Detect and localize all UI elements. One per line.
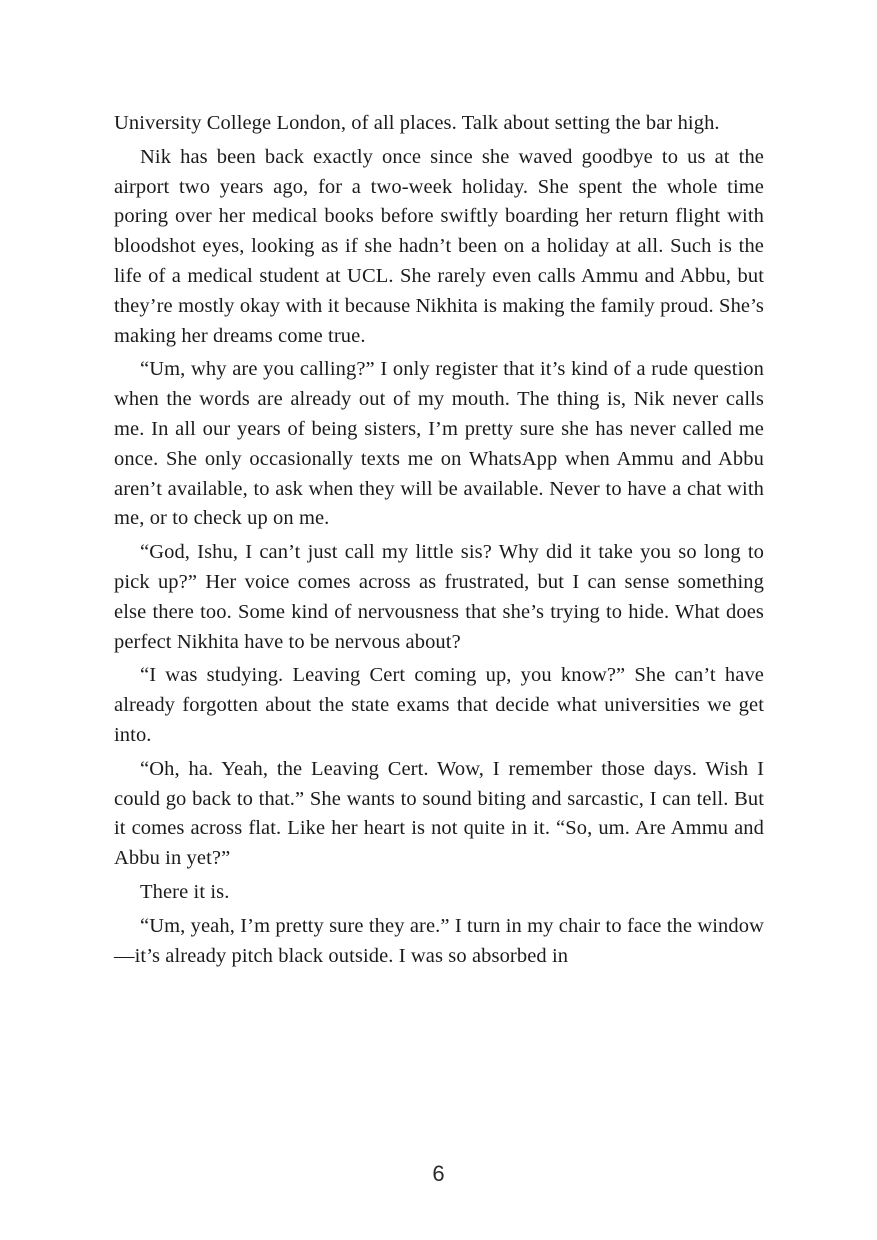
page-number: 6 (432, 1161, 445, 1186)
paragraph: “Oh, ha. Yeah, the Leaving Cert. Wow, I remember those days. Wish I could go back to that.” She wants to sound biting and sarcastic, I can tell. But it comes across flat. Like her heart is not quite in it. “So, um. Are Ammu and Abbu in yet?” (114, 757, 764, 870)
paragraph: “I was studying. Leaving Cert coming up, you know?” She can’t have already forgotten about the state exams that decide what universities we get into. (114, 664, 764, 746)
paragraph: University College London, of all places. Talk about setting the bar high. (114, 112, 720, 134)
paragraph: “Um, yeah, I’m pretty sure they are.” I turn in my chair to face the window—it’s already pitch black outside. I was so absorbed in (114, 914, 764, 967)
paragraph: “Um, why are you calling?” I only register that it’s kind of a rude question when the words are already out of my mouth. The thing is, Nik never calls me. In all our years of being sisters, I’m pretty sure she has never called me once. She only occasionally texts me on WhatsApp when Ammu and Abbu aren’t available, to ask when they will be available. Never to have a chat with me, or to check up on me. (114, 358, 764, 530)
paragraph: There it is. (140, 880, 230, 903)
paragraph: “God, Ishu, I can’t just call my little sis? Why did it take you so long to pick up?” Her voice comes across as frustrated, but I can sense something else there too. Some kind of nervousness that she’s trying to hide. What does perfect Nikhita have to be nervous about? (114, 541, 764, 653)
body-text (114, 109, 764, 971)
paragraph: Nik has been back exactly once since she waved goodbye to us at the airport two years ago, for a two-week holiday. She spent the whole time poring over her medical books before swiftly boarding her return flight with bloodshot eyes, looking as if she hadn’t been on a holiday at all. Such is the life of a medical student at UCL. She rarely even calls Ammu and Abbu, but they’re mostly okay with it because Nikhita is making the family proud. She’s making her dreams come true. (114, 145, 764, 347)
